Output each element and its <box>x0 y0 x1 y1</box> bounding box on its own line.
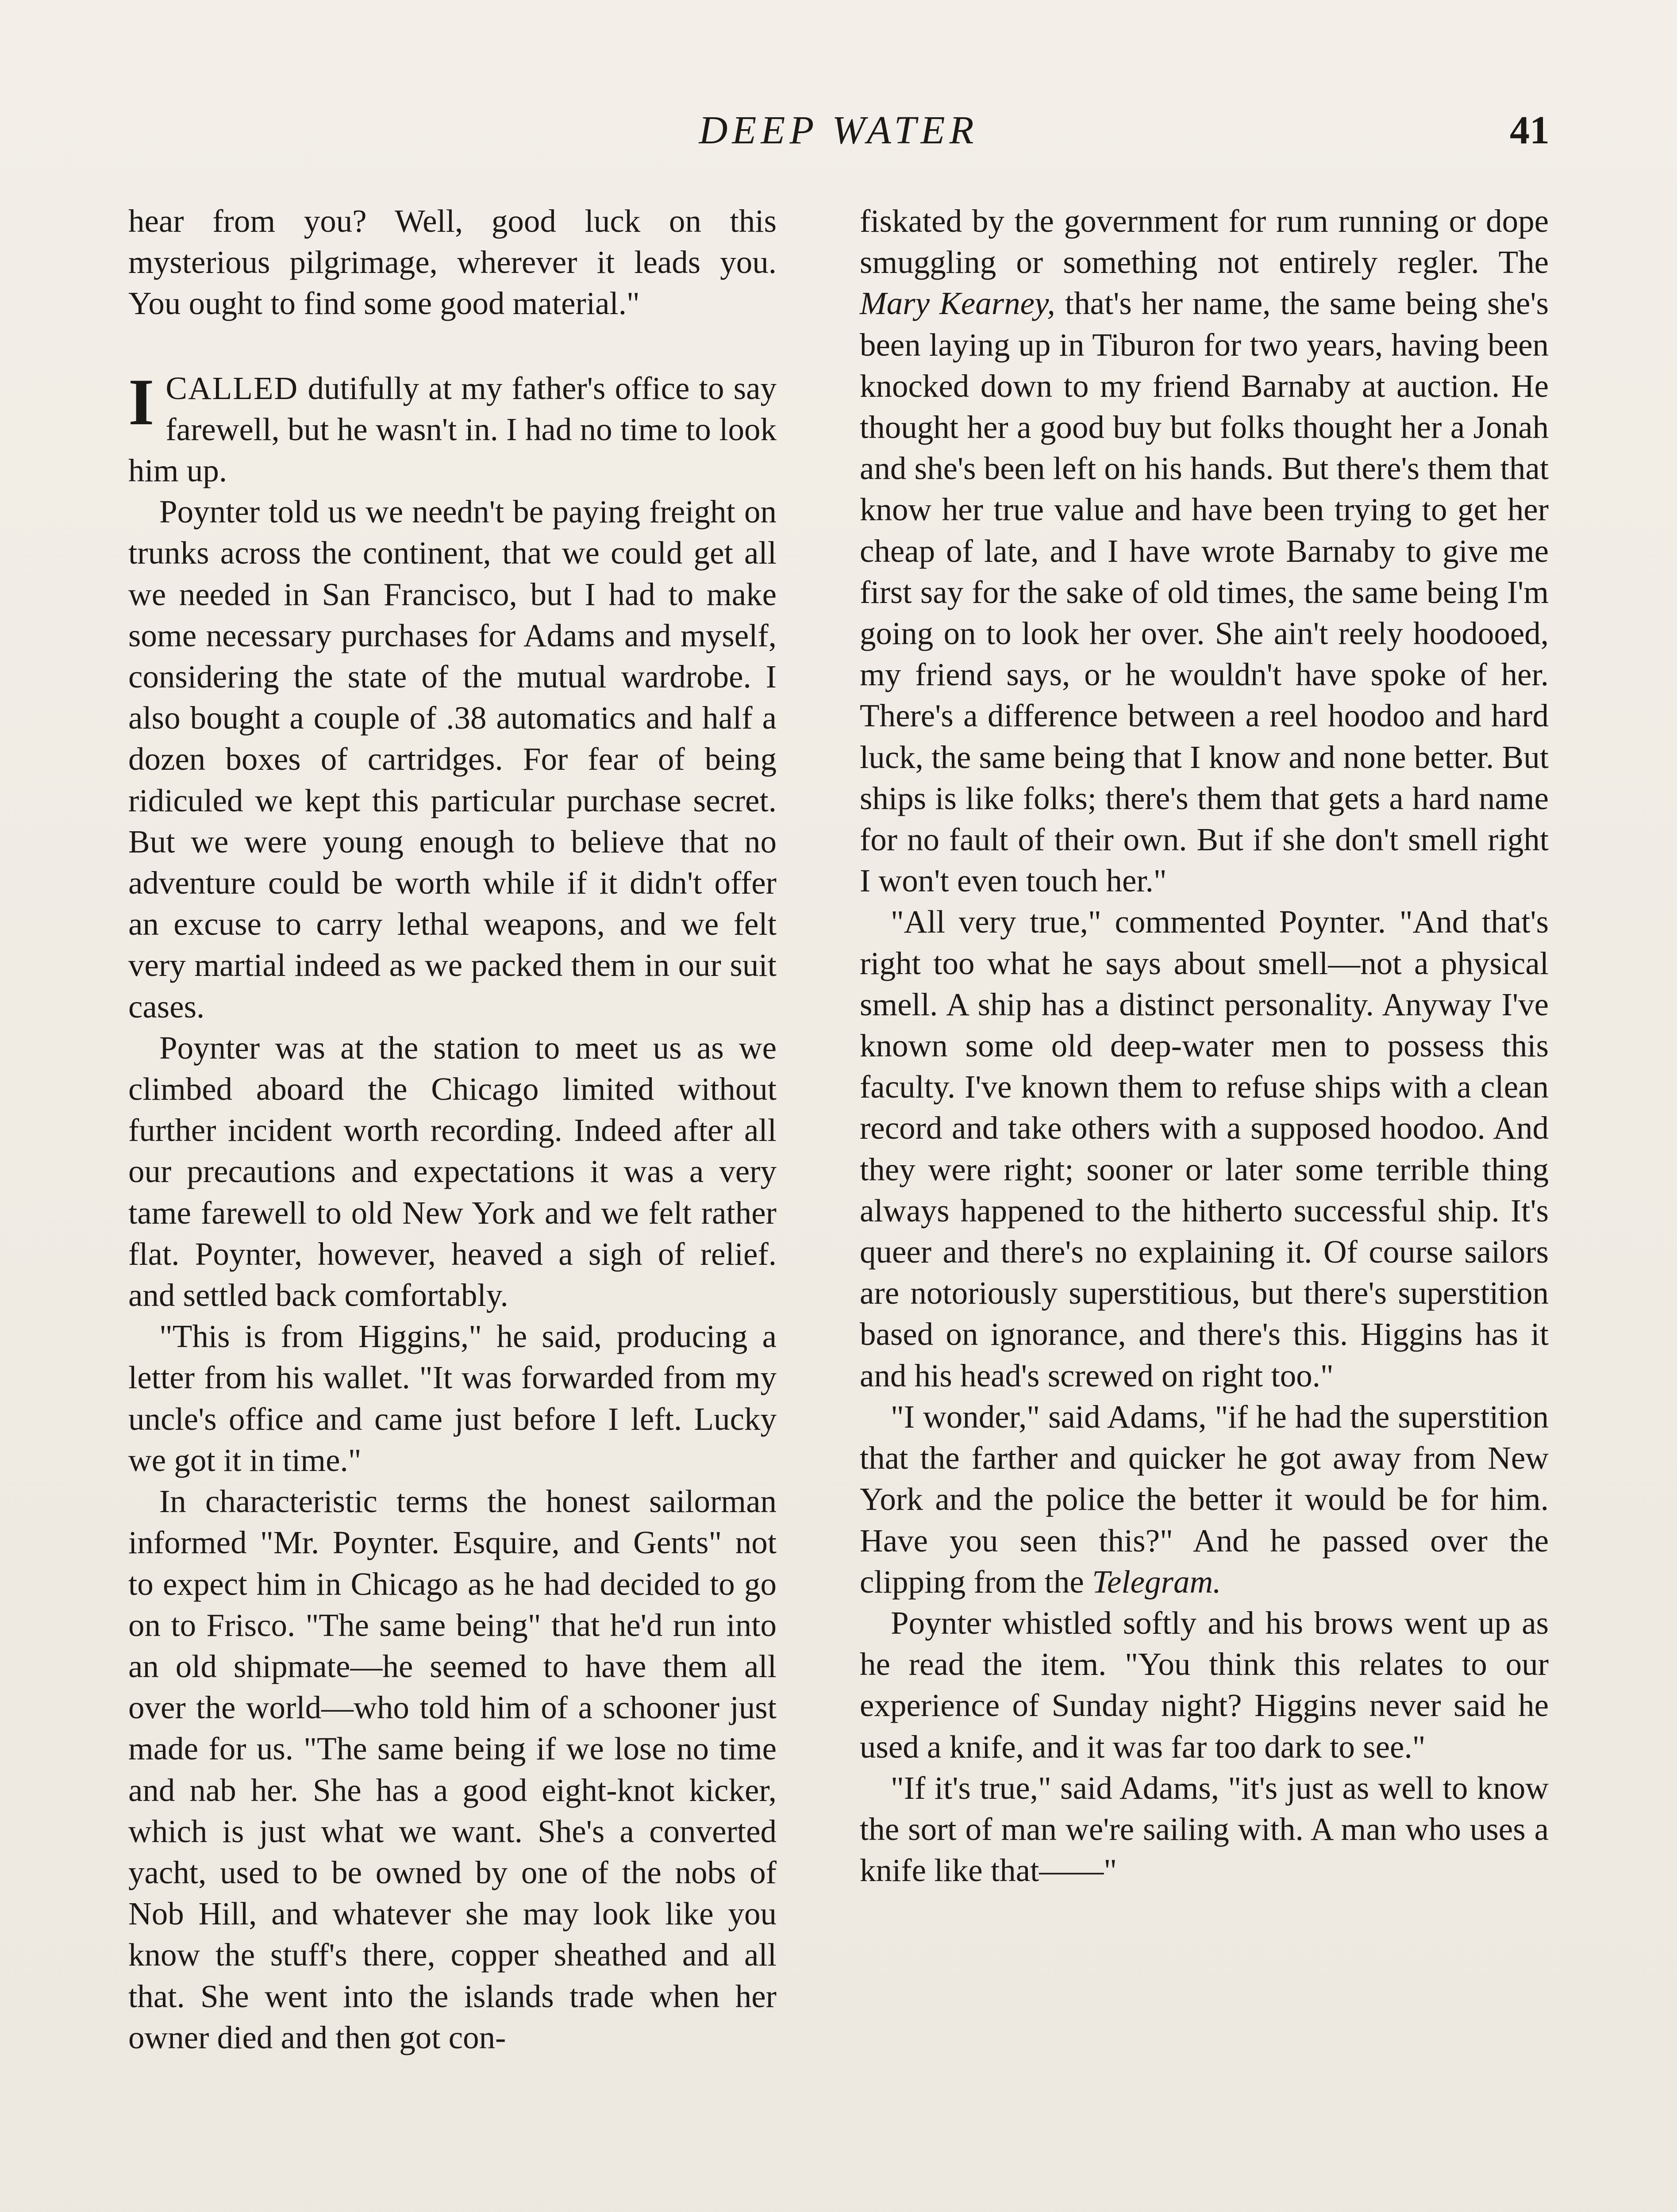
paragraph <box>860 1396 1549 1602</box>
ship-name: Mary Kearney, <box>860 285 1055 322</box>
left-column <box>128 200 777 2058</box>
right-column <box>860 200 1549 1891</box>
paragraph: Poynter whistled softly and his brows went up as he read the item. "You think this relates to our experience of Sunday night? Higgins never said he used a knife, and it was far too dark to see." <box>860 1605 1549 1765</box>
lead-word: CALLED <box>165 370 299 406</box>
paragraph: Poynter told us we needn't be paying freight on trunks across the continent, that we could get all we needed in San Francisco, but I had to make some necessary purchases for Adams and myself, considering the state of the mutual wardrobe. I also bought a couple of .38 automatics and half a dozen boxes of cartridges. For fear of being ridiculed we kept this particular purchase secret. But we were young enough to believe that no adventure could be worth while if it didn't offer an excuse to carry lethal weapons, and we felt very martial indeed as we packed them in our suit cases. <box>128 494 777 1025</box>
paragraph-text: that's her name, the same being she's been laying up in Tiburon for two years, having been knocked down to my friend Barnaby at auction. He thought her a good buy but folks thought her a Jonah and she's been left on his hands. But there's them that know her true value and have been trying to get her cheap of late, and I have wrote Barnaby to give me first say for the sake of old times, the same being I'm going on to look her over. She ain't reely hoodooed, my friend says, or he wouldn't have spoke of her. There's a difference between a reel hoodoo and hard luck, the same being that I know and none better. But ships is like folks; there's them that gets a hard name for no fault of their own. But if she don't smell right I won't even touch her." <box>860 285 1549 899</box>
paragraph: "All very true," commented Poynter. "And that's right too what he says about smell—not a physical smell. A ship has a distinct personality. Anyway I've known some old deep-water men to possess this faculty. I've known them to refuse ships with a clean record and take others with a supposed hoodoo. And they were right; sooner or later some terrible thing always happened to the hitherto successful ship. It's queer and there's no explaining it. Of course sailors are notoriously superstitious, but there's superstition based on ignorance, and there's this. Higgins has it and his head's screwed on right too." <box>860 904 1549 1394</box>
paragraph: Poynter was at the station to meet us as we climbed aboard the Chicago limited without further incident worth recording. Indeed after all our precautions and expectations it was a very tame farewell to old New York and we felt rather flat. Poynter, however, heaved a sigh of relief. and settled back comfortably. <box>128 1029 777 1313</box>
paragraph: In characteristic terms the honest sailorman informed "Mr. Poynter. Esquire, and Gents" not to expect him in Chicago as he had decided to go on to Frisco. "The same being" that he'd run into an old shipmate—he seemed to have them all over the world—who told him of a schooner just made for us. "The same being if we lose no time and nab her. She has a good eight-knot kicker, which is just what we want. She's a converted yacht, used to be owned by one of the nobs of Nob Hill, and whatever she may look like you know the stuff's there, copper sheathed and all that. She went into the islands trade when her owner died and then got con- <box>128 1483 777 2055</box>
page-number: 41 <box>1510 108 1550 152</box>
drop-cap: I <box>128 365 154 439</box>
paragraph: "This is from Higgins," he said, producing a letter from his wallet. "It was forwarded from my uncle's office and came just before I left. Lucky we got it in time." <box>128 1318 777 1478</box>
section-start-paragraph <box>128 365 777 492</box>
paragraph-text: fiskated by the government for rum running or dope smuggling or something not entirely regler. The <box>860 203 1549 280</box>
paragraph-text: dutifully at my father's office to say farewell, but he wasn't in. I had no time to look him up. <box>128 370 777 489</box>
paragraph: hear from you? Well, good luck on this mysterious pilgrimage, wherever it leads you. You ought to find some good material." <box>128 203 777 322</box>
paragraph: "If it's true," said Adams, "it's just as well to know the sort of man we're sailing with. A man who uses a knife like that——" <box>860 1770 1549 1889</box>
paragraph <box>860 200 1549 901</box>
paragraph-text: "I wonder," said Adams, "if he had the superstition that the farther and quicker he got away from New York and the police the better it would be for him. Have you seen this?" And he passed over the clipping from the <box>860 1398 1549 1600</box>
newspaper-name: Telegram. <box>1092 1563 1221 1600</box>
running-title: DEEP WATER <box>699 108 978 152</box>
